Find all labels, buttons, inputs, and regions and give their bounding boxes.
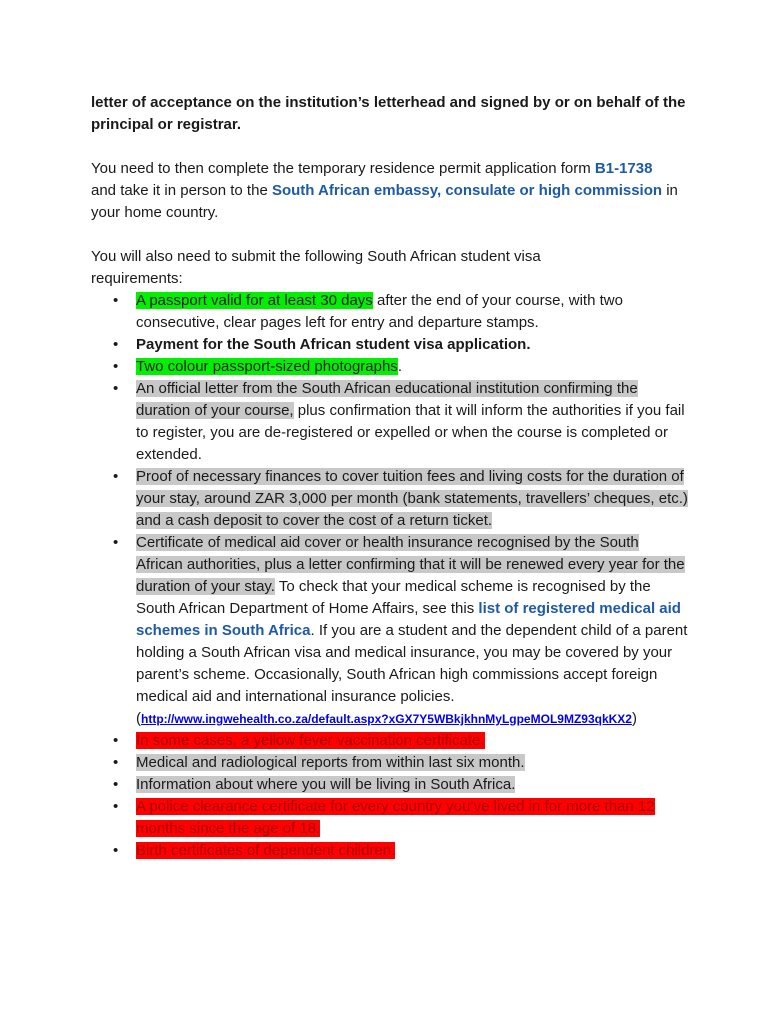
list-item xyxy=(91,730,688,752)
bullet-icon: • xyxy=(113,776,119,793)
medical-schemes-link[interactable]: list of registered medical aid schemes in South Africa xyxy=(136,600,681,639)
bullet-icon: • xyxy=(113,358,119,375)
list-item xyxy=(91,532,688,730)
item-text: Payment for the South African student visa application. xyxy=(136,336,531,353)
list-item xyxy=(91,334,688,356)
url-paren-open: ( xyxy=(136,710,141,727)
list-item xyxy=(91,378,688,466)
highlight-green: Two colour passport-sized photographs xyxy=(136,358,398,375)
intro-paragraph-1: letter of acceptance on the institution’s letterhead and signed by or on behalf of the principal or registrar. xyxy=(91,94,686,133)
item-text: . xyxy=(397,358,402,375)
bullet-icon: • xyxy=(113,842,119,859)
requirements-list xyxy=(91,290,688,862)
highlight-red: In some cases, a yellow fever vaccination certificate. xyxy=(136,732,485,749)
bullet-icon: • xyxy=(113,380,119,397)
highlight-gray: Information about where you will be living in South Africa. xyxy=(136,776,516,793)
list-item xyxy=(91,466,688,532)
url-paren-close: ) xyxy=(631,710,637,727)
highlight-gray: Medical and radiological reports from within last six month. xyxy=(136,754,525,771)
bullet-icon: • xyxy=(113,534,119,551)
spacer xyxy=(91,224,688,246)
p2-text-1: You need to then complete the temporary residence permit application form xyxy=(91,160,595,177)
bullet-icon: • xyxy=(113,798,119,815)
bullet-icon: • xyxy=(113,754,119,771)
highlight-gray: An official letter from the South African educational institution confirming the duration of your course, xyxy=(136,380,638,419)
spacer xyxy=(91,136,688,158)
highlight-red: A police clearance certificate for every country you’ve lived in for more than 12 months since the age of 18. xyxy=(136,798,655,837)
list-item xyxy=(91,796,688,840)
list-item xyxy=(91,356,688,378)
list-item xyxy=(91,290,688,334)
highlight-red: Birth certificates of dependent children. xyxy=(136,842,396,859)
p2-text-3: in your home country. xyxy=(91,182,678,221)
highlight-gray: Proof of necessary finances to cover tuition fees and living costs for the duration of your stay, around ZAR 3,000 per month (bank statements, travellers’ cheques, etc.) and a cash deposit to cover the cost of a return ticket. xyxy=(136,468,688,529)
list-item xyxy=(91,840,688,862)
item-text: To check that your medical scheme is recognised by the South African Department of Home Affairs, see this xyxy=(136,578,651,617)
bullet-icon: • xyxy=(113,468,119,485)
item-text: after the end of your course, with two consecutive, clear pages left for entry and departure stamps. xyxy=(136,292,623,331)
bullet-icon: • xyxy=(113,292,119,309)
item-text: . If you are a student and the dependent child of a parent holding a South African visa and medical insurance, you may be covered by your parent’s scheme. Occasionally, South African high commissions accept foreign medical aid and international insurance policies. xyxy=(136,622,688,705)
item-text: plus confirmation that it will inform the authorities if you fail to register, you are de-registered or expelled or when the course is completed or extended. xyxy=(136,402,685,463)
form-b1-1738-link[interactable]: B1-1738 xyxy=(594,160,653,177)
highlight-gray: Certificate of medical aid cover or health insurance recognised by the South African authorities, plus a letter confirming that it will be renewed every year for the duration of your stay. xyxy=(136,534,685,595)
bullet-icon: • xyxy=(113,336,119,353)
list-item xyxy=(91,752,688,774)
intro-paragraph-2 xyxy=(91,158,681,224)
p2-text-2: and take it in person to the xyxy=(91,182,272,199)
highlight-green: A passport valid for at least 30 days xyxy=(136,292,373,309)
intro-paragraph-3: You will also need to submit the following South African student visa requirements: xyxy=(91,248,541,287)
bullet-icon: • xyxy=(113,732,119,749)
embassy-link[interactable]: South African embassy, consulate or high commission xyxy=(271,182,663,199)
ingwehealth-url-link[interactable]: http://www.ingwehealth.co.za/default.aspx?xGX7Y5WBkjkhnMyLgpeMOL9MZ93qkKX2 xyxy=(141,712,632,726)
list-item xyxy=(91,774,688,796)
